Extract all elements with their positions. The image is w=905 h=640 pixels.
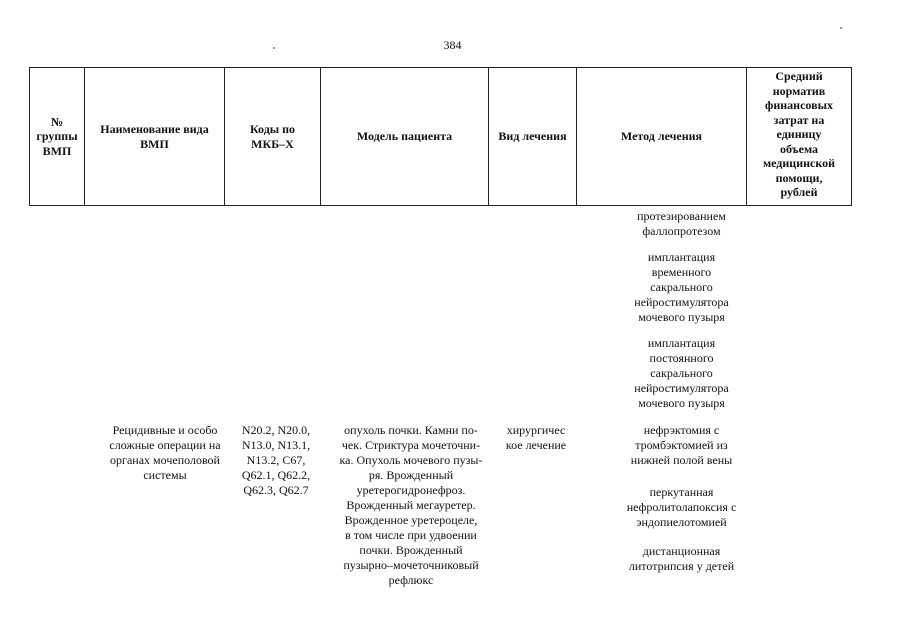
header-row [30,68,852,206]
scan-speck [273,47,275,49]
header-cost-norm: Средний норматив финансовых затрат на единицу объема медицинской помощи, рублей [747,68,852,206]
header-treatment-type: Вид лечения [489,68,577,206]
method-continued-1: протезированием фаллопротезом [637,209,726,238]
header-patient-model: Модель пациента [321,68,489,206]
header-group-number: № группы ВМП [30,68,85,206]
page-number: 384 [443,38,462,52]
method-lithotripsy: дистанционная литотрипсия у детей [628,544,735,573]
method-continued-3: имплантация постоянного сакрального нейростимулятора мочевого пузыря [634,336,729,410]
header-table [29,67,852,206]
patient-model-cell: опухоль почки. Камни по- чек. Стриктура мочеточни- ка. Опухоль мочевого пузы- ря. Врожденный уретерогидронефроз. Врожденный мегауретер. Врожденное уретероцеле, в том числе при удвоении почки. Врожденный пузырно–мочеточниковый рефлюкс [339,423,483,587]
header-vmp-name: Наименование вида ВМП [85,68,225,206]
header-icd-codes: Коды по МКБ–X [225,68,321,206]
scan-speck [840,27,842,29]
method-nephrectomy: нефрэктомия с тромбэктомией из нижней полой вены [630,423,733,467]
method-nephrolitholapaxy: перкутанная нефролитолапоксия с эндопиелотомией [626,485,737,529]
vmp-name-cell: Рецидивные и особо сложные операции на органах мочеполовой системы [109,423,221,482]
header-treatment-method: Метод лечения [577,68,747,206]
method-continued-2: имплантация временного сакрального нейростимулятора мочевого пузыря [634,250,729,324]
icd-codes-cell: N20.2, N20.0, N13.0, N13.1, N13.2, C67, Q62.1, Q62.2, Q62.3, Q62.7 [241,423,311,497]
treatment-type-cell: хирургичес кое лечение [505,423,567,452]
